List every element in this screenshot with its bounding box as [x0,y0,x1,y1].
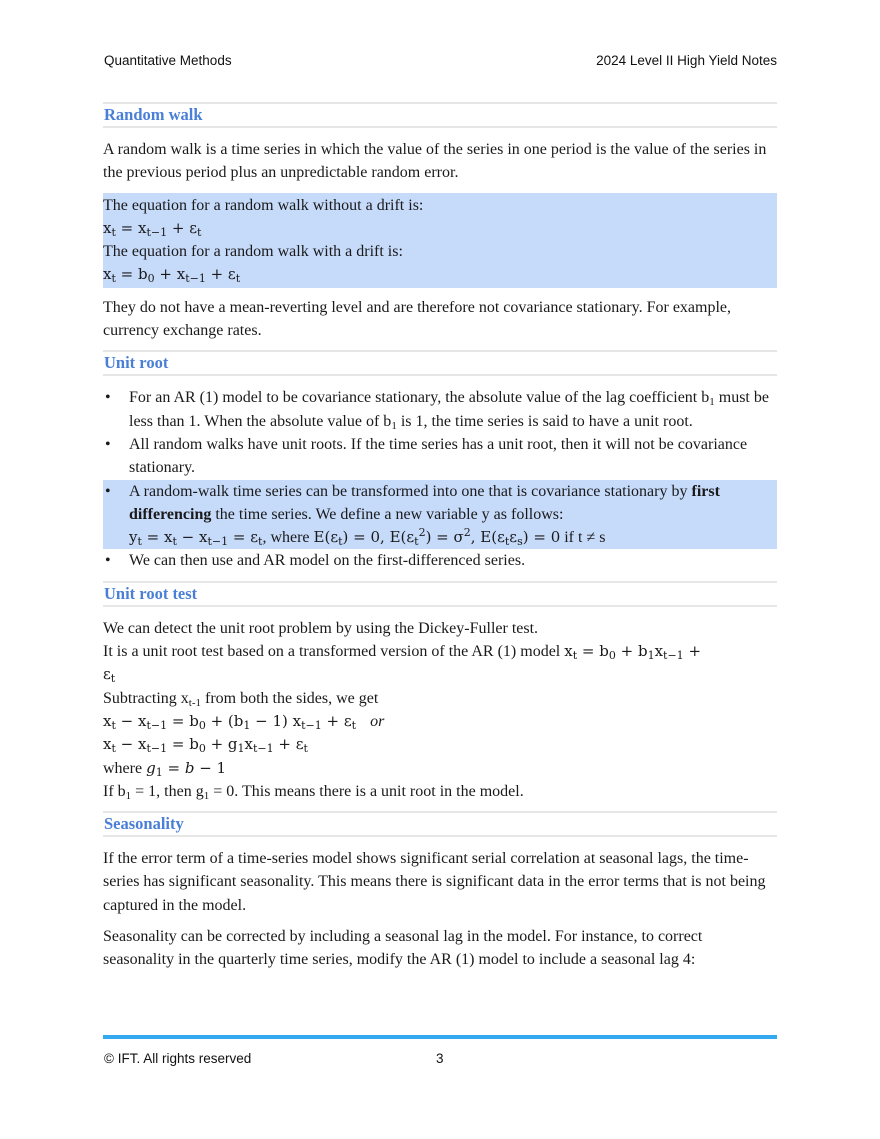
page-content [103,102,777,972]
header-right: 2024 Level II High Yield Notes [596,53,777,68]
urt-line-2: It is a unit root test based on a transformed version of the AR (1) model $x_t = b_0 + b_1x_{t-1}$ + [103,642,702,663]
random-walk-equation-box [103,193,777,288]
heading-text: Unit root [104,353,169,373]
section-heading-unit-root [103,350,777,376]
urt-eq-1: $x_t - x_{t-1} = b_0 + (b_1 - 1) x_{t-1} + \varepsilon_t$ or [103,711,385,732]
urt-line-2-cont: $\varepsilon_t$ [103,665,116,686]
eq-label-drift: The equation for a random walk with a drift is: [103,243,403,261]
section-heading-random-walk [103,102,777,128]
list-item: • We can then use and AR model on the first-differenced series. [103,549,777,572]
list-item: • For an AR (1) model to be covariance stationary, the absolute value of the lag coefficient $b_1$ must be less than 1. When the absolute value of $b_1$ is 1, the time series is said to have a unit root. [103,386,777,433]
section-heading-seasonality [103,811,777,837]
list-item: • All random walks have unit roots. If the time series has a unit root, then it will not be covariance stationary. [103,433,777,480]
random-walk-outro: They do not have a mean-reverting level and are therefore not covariance stationary. For example, currency exchange rates. [103,298,732,340]
list-item-highlighted: • A random-walk time series can be transformed into one that is covariance stationary by first differencing the time series. We define a new variable y as follows: $y_t = x_t - x_{t-1} = \varepsilon_t$, where $E(\varepsilon_t) = 0$, $E(\varepsilon_t^2) = \sigma^2$, $E(\varepsilon_t\varepsilon_s) = 0$ if t ≠ s [103,480,777,550]
unit-root-list [103,386,777,572]
section-heading-unit-root-test [103,581,777,607]
header-left: Quantitative Methods [104,53,232,68]
urt-last: If $b_1 = 1$, then $g_1 = 0$. This means there is a unit root in the model. [103,782,524,802]
urt-line-3: Subtracting $x_{t-1}$ from both the sides, we get [103,689,379,709]
heading-text: Unit root test [104,583,198,603]
eq-label-no-drift: The equation for a random walk without a drift is: [103,196,424,214]
urt-eq-2: $x_t - x_{t-1} = b_0 + g_1x_{t-1} + \varepsilon_t$ [103,735,308,756]
eq-no-drift: $x_t = x_{t-1} + \varepsilon_t$ [103,218,202,239]
eq-drift: $x_t = b_0 + x_{t-1} + \varepsilon_t$ [103,265,241,286]
seasonality-p1: If the error term of a time-series model shows significant serial correlation at seasonal lags, the time-series has significant seasonality. This means there is significant data in the error terms that is not being captured in the model. [103,850,766,914]
random-walk-intro: A random walk is a time series in which the value of the series in one period is the value of the series in the previous period plus an unpredictable random error. [103,141,767,182]
footer-page-number: 3 [436,1051,444,1066]
footer-copyright: © IFT. All rights reserved [104,1051,252,1066]
urt-where: where $g_1 = b - 1$ [103,758,227,779]
seasonality-p2: Seasonality can be corrected by including a seasonal lag in the model. For instance, to correct seasonality in the quarterly time series, modify the AR (1) model to include a seasonal lag 4: [103,928,703,969]
urt-line-1: We can detect the unit root problem by using the Dickey-Fuller test. [103,619,539,637]
footer-rule [103,1035,777,1039]
heading-text: Seasonality [104,814,184,834]
heading-text: Random walk [104,105,203,124]
